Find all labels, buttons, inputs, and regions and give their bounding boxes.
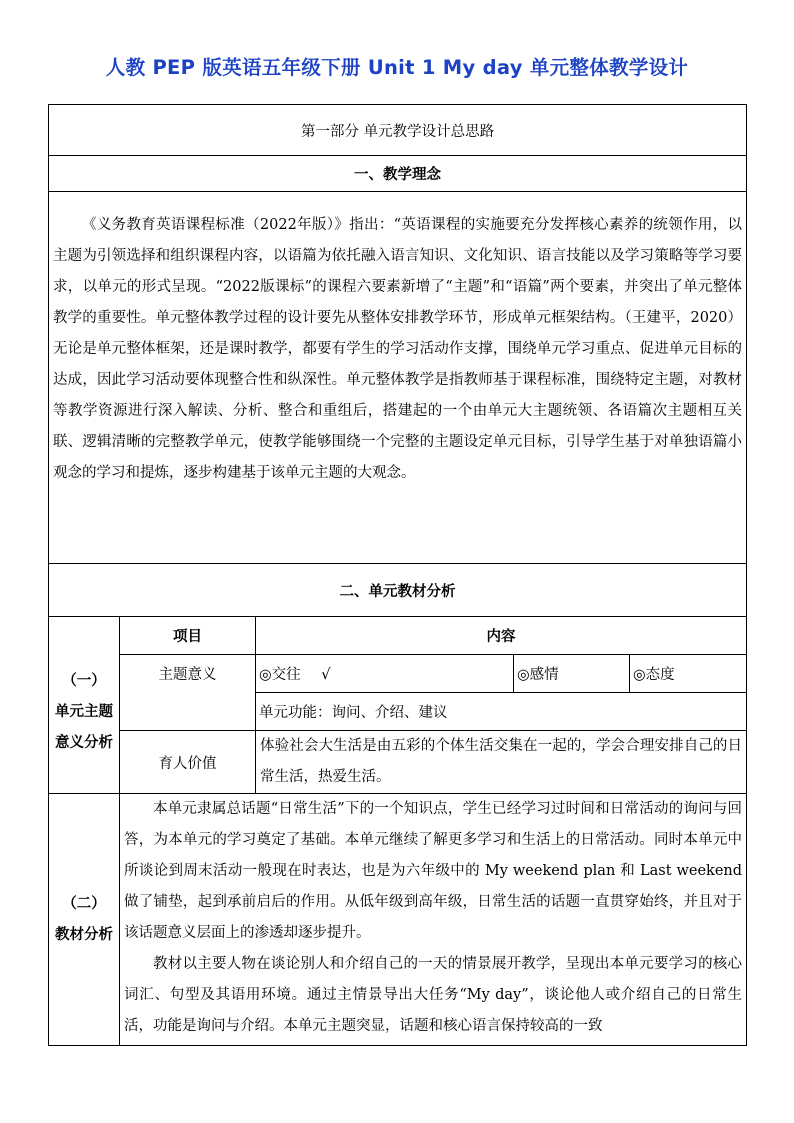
material-analysis-cell [120, 794, 747, 1046]
material-analysis-para2: 教材以主要人物在谈论别人和介绍自己的一天的情景展开教学，呈现出本单元要学习的核心词汇、句型及其语用环境。通过主情景导出大任务“My day”，谈论他人或介绍自己的日常生活，功能是询问与介绍。本单元主题突显，话题和核心语言保持较高的一致 [124, 956, 743, 1034]
header-content: 内容 [256, 617, 747, 655]
value-row [49, 731, 747, 794]
document-title: 人教 PEP 版英语五年级下册 Unit 1 My day 单元整体教学设计 [105, 56, 689, 79]
section1-body-row [49, 192, 747, 564]
part1-heading: 第一部分 单元教学设计总思路 [49, 105, 747, 156]
section1-heading: 一、教学理念 [49, 156, 747, 192]
section1-heading-row [49, 156, 747, 192]
theme-option-emotion: ◎感情 [514, 655, 630, 693]
header-item: 项目 [120, 617, 256, 655]
value-text: 体验社会大生活是由五彩的个体生活交集在一起的，学会合理安排自己的日常生活，热爱生活。 [256, 731, 747, 794]
part-b-label [49, 794, 120, 1046]
unit-function-text: 单元功能：询问、介绍、建议 [256, 693, 747, 731]
part-a-label-number: （一） [62, 671, 106, 689]
value-label: 育人价值 [120, 731, 256, 794]
part-b-label-title: 教材分析 [55, 926, 113, 943]
material-analysis-row [49, 794, 747, 1046]
theme-option-communication [256, 655, 514, 693]
check-mark-icon: √ [321, 667, 331, 683]
part-b-label-number: （二） [62, 895, 106, 912]
part-a-label-title1: 单元主题 [55, 702, 113, 720]
section2-heading-row [49, 564, 747, 617]
theme-label: 主题意义 [120, 655, 256, 731]
design-table [48, 104, 747, 1046]
part-a-label-title2: 意义分析 [55, 733, 113, 751]
teaching-philosophy-text: 《义务教育英语课程标准（2022年版）》指出：“英语课程的实施要充分发挥核心素养的统领作用，以主题为引领选择和组织课程内容，以语篇为依托融入语言知识、文化知识、语言技能以及学习策略等学习要求，以单元的形式呈现。“2022版课标”的课程六要素新增了“主题”和“语篇”两个要素，并突出了单元整体教学的重要性。单元整体教学过程的设计要先从整体安排教学环节，形成单元框架结构。（王建平，2020）无论是单元整体框架，还是课时教学，都要有学生的学习活动作支撑，围绕单元学习重点、促进单元目标的达成，因此学习活动要体现整合性和纵深性。单元整体教学是指教师基于课程标准，围绕特定主题，对教材等教学资源进行深入解读、分析、整合和重组后，搭建起的一个由单元大主题统领、各语篇次主题相互关联、逻辑清晰的完整教学单元，使教学能够围绕一个完整的主题设定单元目标，引导学生基于对单独语篇小观念的学习和提炼，逐步构建基于该单元主题的大观念。 [49, 192, 747, 564]
theme-row [49, 655, 747, 693]
theme-option1-text: ◎交往 [259, 667, 301, 683]
part-a-label [49, 617, 120, 794]
table-header-row [49, 617, 747, 655]
part1-row [49, 105, 747, 156]
section2-heading: 二、单元教材分析 [49, 564, 747, 617]
theme-option-attitude: ◎态度 [630, 655, 747, 693]
material-analysis-para1: 本单元隶属总话题“日常生活”下的一个知识点，学生已经学习过时间和日常活动的询问与回答，为本单元的学习奠定了基础。本单元继续了解更多学习和生活上的日常活动。同时本单元中所谈论到周末活动一般现在时表达，也是为六年级中的 My weekend plan 和 Last weekend 做了铺垫，起到承前启后的作用。从低年级到高年级，日常生活的话题一直贯穿始终，并且对于该话题意义层面上的渗透却逐步提升。 [124, 801, 743, 941]
